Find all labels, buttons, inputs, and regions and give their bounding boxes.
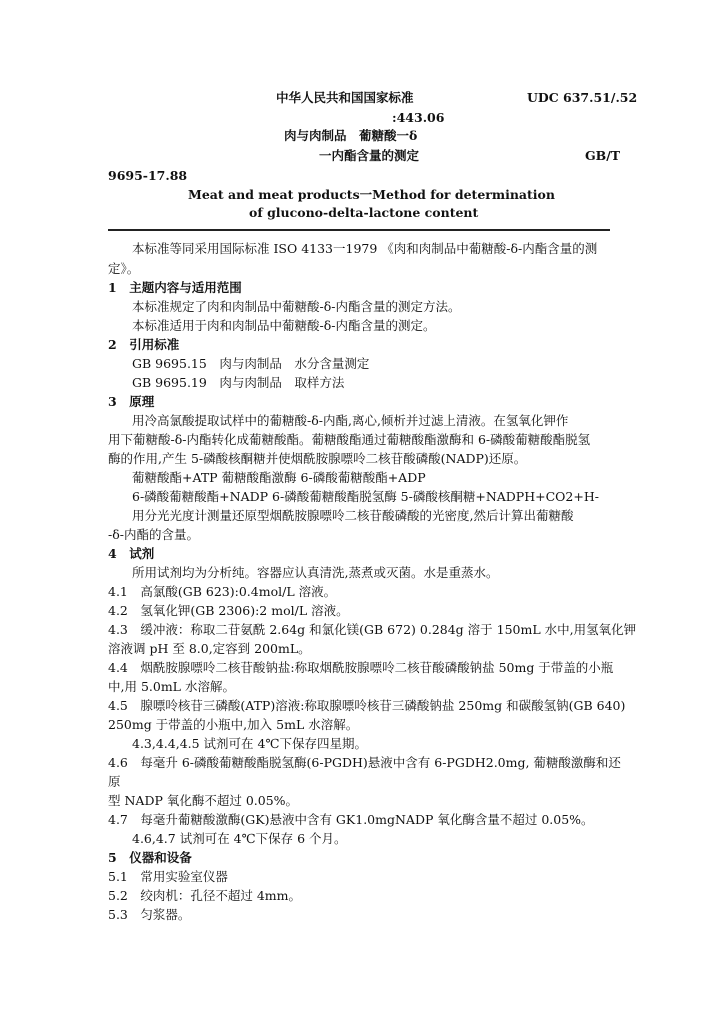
udc-code-continued: :443.06 <box>392 110 445 125</box>
item-4-7: 4.7 每毫升葡糖酸激酶(GK)悬液中含有 GK1.0mgNADP 氧化酶含量不超过 0.05%。 <box>108 812 594 827</box>
gb-number: 9695-17.88 <box>108 168 188 183</box>
item-5-2: 5.2 绞肉机：孔径不超过 4mm。 <box>108 888 302 903</box>
section-3-para4: 用分光光度计测量还原型烟酰胺腺嘌呤二核苷酸磷酸的光密度,然后计算出葡糖酸 <box>132 508 574 523</box>
section-3-para5: -δ-内酯的含量。 <box>108 527 199 542</box>
item-4-3-line2: 溶液调 pH 至 8.0,定容到 200mL。 <box>108 641 311 656</box>
section-4-title: 4 试剂 <box>108 546 155 561</box>
item-4-2: 4.2 氢氧化钾(GB 2306):2 mol/L 溶液。 <box>108 603 349 618</box>
section-3-para2: 用下葡糖酸-δ-内酯转化成葡糖酸酯。葡糖酸酯通过葡糖酸酯激酶和 6-磷酸葡糖酸酯脱氢 <box>108 432 591 447</box>
section-3-equation2: 6-磷酸葡糖酸酯+NADP 6-磷酸葡糖酸酯脱氢酶 5-磷酸核酮糖+NADPH+CO2+H- <box>132 489 599 504</box>
section-2-title: 2 引用标准 <box>108 337 180 352</box>
header-divider <box>108 229 610 231</box>
section-1-para2: 本标准适用于肉和肉制品中葡糖酸-δ-内酯含量的测定。 <box>132 318 436 333</box>
english-title-line1: Meat and meat products一Method for determination <box>188 187 555 202</box>
item-4-4-line1: 4.4 烟酰胺腺嘌呤二核苷酸钠盐:称取烟酰胺腺嘌呤二核苷酸磷酸钠盐 50mg 于带盖的小瓶 <box>108 660 614 675</box>
intro-line2: 定》。 <box>108 261 140 276</box>
item-5-3: 5.3 匀浆器。 <box>108 907 191 922</box>
item-4-6-line1: 4.6 每毫升 6-磷酸葡糖酸酯脱氢酶(6-PGDH)悬液中含有 6-PGDH2.0mg, 葡糖酸激酶和还 <box>108 755 621 770</box>
storage-note-1: 4.3,4.4,4.5 试剂可在 4℃下保存四星期。 <box>132 736 367 751</box>
document-title-line2: 一内酯含量的测定 <box>319 148 420 163</box>
section-3-title: 3 原理 <box>108 394 155 409</box>
item-4-6-line2: 原 <box>108 774 121 789</box>
section-3-para3: 酶的作用,产生 5-磷酸核酮糖并使烟酰胺腺嘌呤二核苷酸磷酸(NADP)还原。 <box>108 451 527 466</box>
section-4-para1: 所用试剂均为分析纯。容器应认真清洗,蒸煮或灭菌。水是重蒸水。 <box>132 565 499 580</box>
section-3-equation1: 葡糖酸酯+ATP 葡糖酸酯激酶 6-磷酸葡糖酸酯+ADP <box>132 470 426 485</box>
section-1-title: 1 主题内容与适用范围 <box>108 280 242 295</box>
udc-code: UDC 637.51/.52 <box>527 90 638 105</box>
section-2-ref1: GB 9695.15 肉与肉制品 水分含量测定 <box>132 356 370 371</box>
item-4-5-line1: 4.5 腺嘌呤核苷三磷酸(ATP)溶液:称取腺嘌呤核苷三磷酸钠盐 250mg 和碳酸氢钠(GB 640) <box>108 698 626 713</box>
item-4-4-line2: 中,用 5.0mL 水溶解。 <box>108 679 235 694</box>
item-5-1: 5.1 常用实验室仪器 <box>108 869 228 884</box>
section-2-ref2: GB 9695.19 肉与肉制品 取样方法 <box>132 375 345 390</box>
document-title-line1: 肉与肉制品 葡糖酸一δ <box>284 128 418 143</box>
intro-line1: 本标准等同采用国际标准 ISO 4133一1979 《肉和肉制品中葡糖酸-δ-内酯含量的测 <box>132 241 598 256</box>
item-4-5-line2: 250mg 于带盖的小瓶中,加入 5mL 水溶解。 <box>108 717 359 732</box>
standard-org: 中华人民共和国国家标准 <box>276 90 414 105</box>
section-1-para1: 本标准规定了肉和肉制品中葡糖酸-δ-内酯含量的测定方法。 <box>132 299 461 314</box>
item-4-1: 4.1 高氯酸(GB 623):0.4mol/L 溶液。 <box>108 584 337 599</box>
gb-label: GB/T <box>585 148 621 163</box>
storage-note-2: 4.6,4.7 试剂可在 4℃下保存 6 个月。 <box>132 831 347 846</box>
item-4-6-line3: 型 NADP 氧化酶不超过 0.05%。 <box>108 793 299 808</box>
item-4-3-line1: 4.3 缓冲液：称取二苷氨酰 2.64g 和氯化镁(GB 672) 0.284g 溶于 150mL 水中,用氢氧化钾 <box>108 622 637 637</box>
section-3-para1: 用冷高氯酸提取试样中的葡糖酸-δ-内酯,离心,倾析并过滤上清液。在氢氧化钾作 <box>132 413 569 428</box>
english-title-line2: of glucono-delta-lactone content <box>249 205 479 220</box>
section-5-title: 5 仪器和设备 <box>108 850 192 865</box>
